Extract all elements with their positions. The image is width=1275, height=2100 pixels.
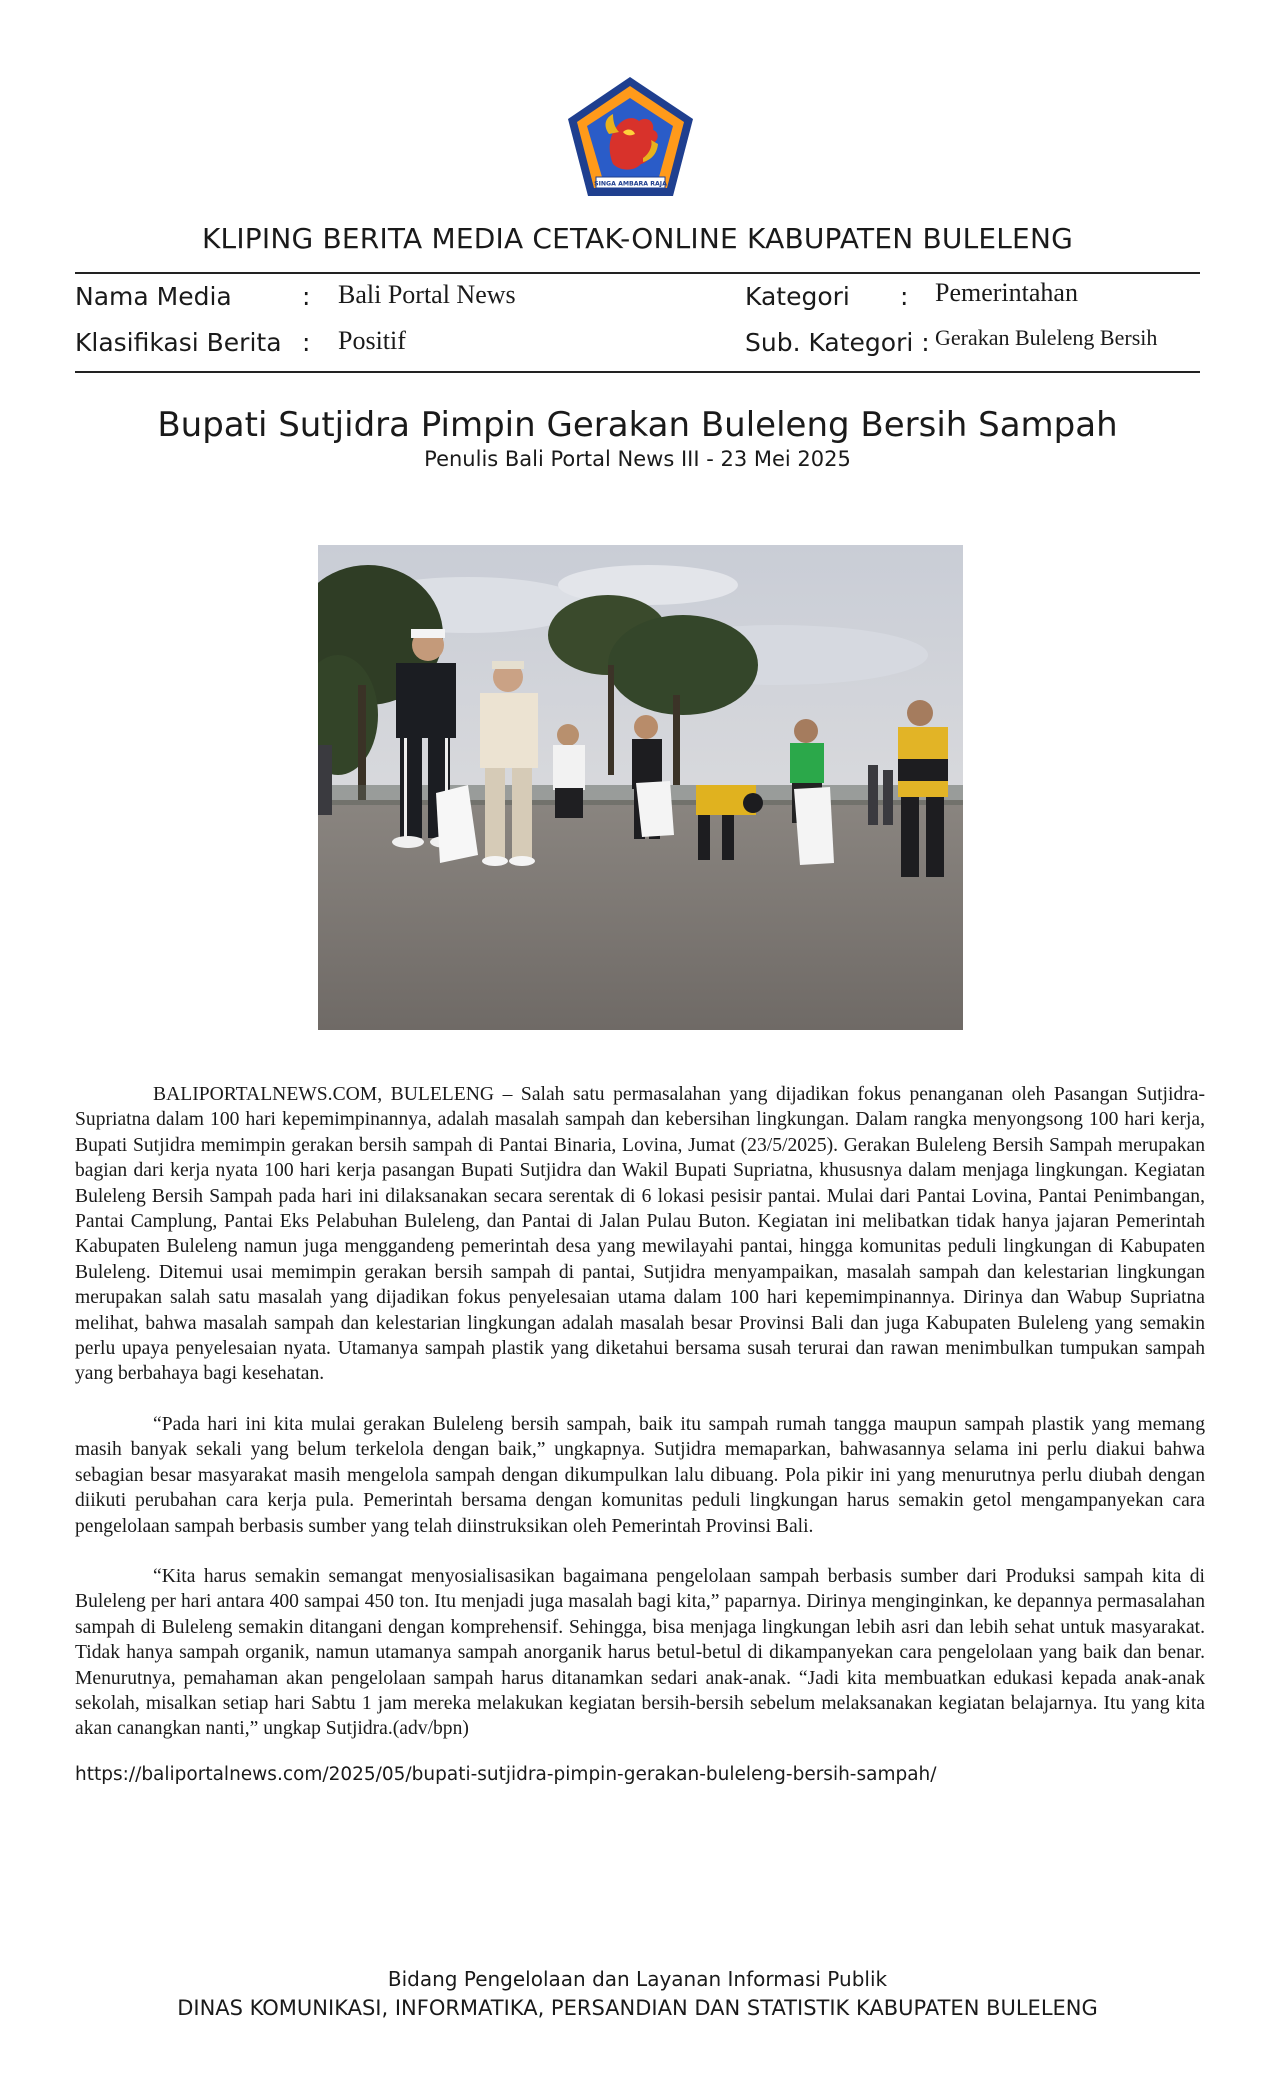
klasifikasi-label: Klasifikasi Berita — [75, 328, 282, 357]
document-header-title: KLIPING BERITA MEDIA CETAK-ONLINE KABUPATEN BULELENG — [201, 222, 1073, 255]
media-label: Nama Media — [75, 282, 232, 311]
klasifikasi-colon: : — [302, 328, 311, 357]
kategori-label: Kategori — [745, 282, 850, 311]
klasifikasi-value: Positif — [338, 326, 406, 355]
footer-agency: DINAS KOMUNIKASI, INFORMATIKA, PERSANDIAN DAN STATISTIK KABUPATEN BULELENG — [177, 1996, 1098, 2020]
article-paragraph-1: BALIPORTALNEWS.COM, BULELENG – Salah satu permasalahan yang dijadikan fokus penanganan oleh Pasangan Sutjidra-Supriatna dalam 100 hari kepemimpinannya, adalah masalah sampah dan kebersihan lingkungan. Dalam rangka menyongsong 100 hari kerja, Bupati Sutjidra memimpin gerakan bersih sampah di Pantai Binaria, Lovina, Jumat (23/5/2025). Gerakan Buleleng Bersih Sampah merupakan bagian dari kerja nyata 100 hari kerja pasangan Bupati Sutjidra dan Wakil Bupati Supriatna, khususnya dalam menjaga lingkungan. Kegiatan Buleleng Bersih Sampah pada hari ini dilaksanakan secara serentak di 6 lokasi pesisir pantai. Mulai dari Pantai Lovina, Pantai Penimbangan, Pantai Camplung, Pantai Eks Pelabuhan Buleleng, dan Pantai di Jalan Pulau Buton. Kegiatan ini melibatkan tidak hanya jajaran Pemerintah Kabupaten Buleleng namun juga menggandeng pemerintah desa yang mewilayahi pantai, hingga komunitas peduli lingkungan di Kabupaten Buleleng. Ditemui usai memimpin gerakan bersih sampah di pantai, Sutjidra menyampaikan, masalah sampah dan kelestarian lingkungan merupakan salah satu masalah yang dijadikan fokus penyelesaian utama dalam 100 hari kepemimpinannya. Dirinya dan Wabup Supriatna melihat, bahwa masalah sampah dan kelestarian lingkungan adalah masalah besar Provinsi Bali dan juga Kabupaten Buleleng yang semakin perlu upaya penyelesaian nyata. Utamanya sampah plastik yang diketahui bersama susah terurai dan rawan menimbulkan tumpukan sampah yang berbahaya bagi kesehatan. — [75, 1084, 1205, 1385]
article-title: Bupati Sutjidra Pimpin Gerakan Buleleng Bersih Sampah — [157, 405, 1118, 445]
logo-caption: SINGA AMBARA RAJA — [594, 180, 667, 188]
subkategori-value: Gerakan Buleleng Bersih — [935, 325, 1158, 350]
beach-cleanup-photo — [318, 545, 963, 1030]
article-byline: Penulis Bali Portal News III - 23 Mei 2025 — [424, 447, 851, 471]
footer-department: Bidang Pengelolaan dan Layanan Informasi Publik — [387, 1967, 888, 1991]
singa-ambara-raja-emblem — [563, 74, 698, 200]
article-source-link[interactable]: https://baliportalnews.com/2025/05/bupati-sutjidra-pimpin-gerakan-buleleng-bersih-sampah/ — [75, 1764, 937, 1785]
kategori-colon: : — [900, 282, 909, 311]
article-paragraph-3: “Kita harus semakin semangat menyosialisasikan bagaimana pengelolaan sampah berbasis sumber dari Produksi sampah kita di Buleleng per hari antara 400 sampai 450 ton. Itu menjadi juga masalah bagi kita,” paparnya. Dirinya menginginkan, ke depannya permasalahan sampah di Buleleng semakin ditangani dengan komprehensif. Sehingga, bisa menjaga lingkungan lebih asri dan lebih sehat untuk masyarakat. Tidak hanya sampah organik, namun utamanya sampah anorganik harus betul-betul di dikampanyekan cara pengelolaan yang baik dan benar. Menurutnya, pemahaman akan pengelolaan sampah harus ditanamkan sedari anak-anak. “Jadi kita membuatkan edukasi kepada anak-anak sekolah, misalkan setiap hari Sabtu 1 jam mereka melakukan kegiatan bersih-bersih sebelum melaksanakan kegiatan belajarnya. Itu yang kita akan canangkan nanti,” ungkap Sutjidra.(adv/bpn) — [75, 1565, 1205, 1740]
article-paragraph-2: “Pada hari ini kita mulai gerakan Buleleng bersih sampah, baik itu sampah rumah tangga maupun sampah plastik yang memang masih banyak sekali yang belum terkelola dengan baik,” ungkapnya. Sutjidra memaparkan, bahwasannya selama ini perlu diakui bahwa sebagian besar masyarakat masih mengelola sampah dengan dikumpulkan lalu dibuang. Pola pikir ini yang menurutnya perlu diubah dengan diikuti perubahan cara kerja pula. Pemerintah bersama dengan komunitas peduli lingkungan harus semakin getol mengampanyekan cara pengelolaan sampah berbasis sumber yang telah diinstruksikan oleh Pemerintah Provinsi Bali. — [75, 1413, 1205, 1537]
article-body — [75, 1082, 1205, 1767]
header-divider-bottom — [75, 371, 1200, 373]
media-value: Bali Portal News — [338, 280, 516, 309]
subkategori-label: Sub. Kategori : — [745, 328, 930, 357]
buleleng-regency-logo — [563, 74, 698, 200]
header-divider-top — [75, 272, 1200, 274]
article-photo — [318, 545, 963, 1030]
media-colon: : — [302, 282, 311, 311]
kategori-value: Pemerintahan — [935, 278, 1078, 307]
